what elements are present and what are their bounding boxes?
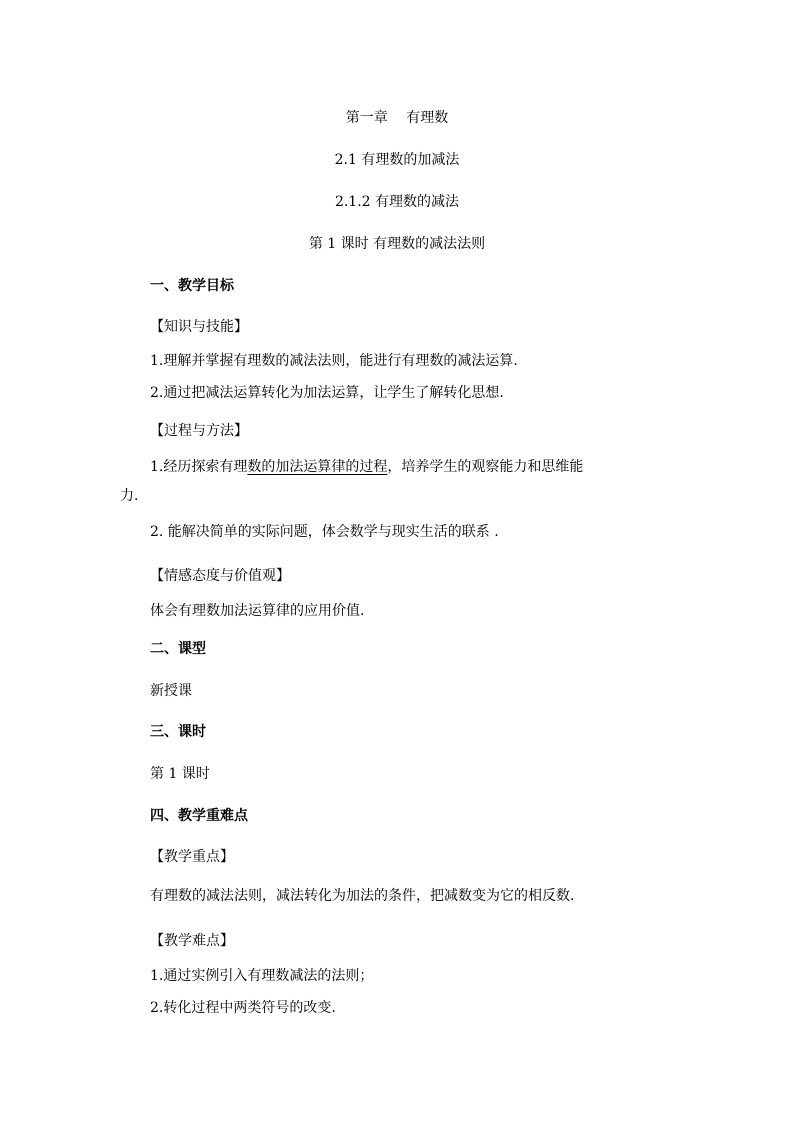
lesson-title: 第 1 课时 有理数的减法法则 (308, 236, 486, 252)
difficult-label: 【教学难点】 (150, 933, 234, 949)
process-item-1-underlined: 数的加法运算律的过程 (247, 459, 388, 475)
emotion-label: 【情感态度与价值观】 (150, 568, 290, 584)
knowledge-item-2: 2.通过把减法运算转化为加法运算，让学生了解转化思想. (150, 385, 504, 401)
key-item-1: 有理数的减法法则，减法转化为加法的条件，把减数变为它的相反数. (150, 888, 575, 904)
process-item-1-post: ，培养学生的观察能力和思维能 (387, 459, 584, 475)
difficult-item-1: 1.通过实例引入有理数减法的法则； (150, 968, 374, 984)
key-label: 【教学重点】 (150, 849, 234, 865)
process-item-2: 2. 能解决简单的实际问题，体会数学与现实生活的联系 . (150, 524, 499, 540)
knowledge-label: 【知识与技能】 (150, 319, 248, 335)
process-item-1-wrap: 力. (120, 488, 139, 504)
hours-heading: 三、课时 (150, 724, 206, 740)
process-label: 【过程与方法】 (150, 423, 248, 439)
knowledge-item-1: 1.理解并掌握有理数的减法法则，能进行有理数的减法运算. (150, 353, 518, 369)
chapter-title: 第一章 有理数 (345, 110, 449, 126)
goals-heading: 一、教学目标 (150, 278, 234, 294)
key-heading: 四、教学重难点 (150, 808, 248, 824)
section-title: 2.1 有理数的加减法 (334, 152, 460, 168)
type-value: 新授课 (150, 683, 192, 699)
type-heading: 二、课型 (150, 641, 206, 657)
subsection-title: 2.1.2 有理数的减法 (334, 194, 460, 210)
difficult-item-2: 2.转化过程中两类符号的改变. (150, 1000, 336, 1016)
process-item-1-pre: 1.经历探索有理 (150, 459, 248, 475)
hours-value: 第 1 课时 (150, 766, 210, 782)
process-item-1 (150, 457, 583, 477)
emotion-item-1: 体会有理数加法运算律的应用价值. (150, 603, 365, 619)
